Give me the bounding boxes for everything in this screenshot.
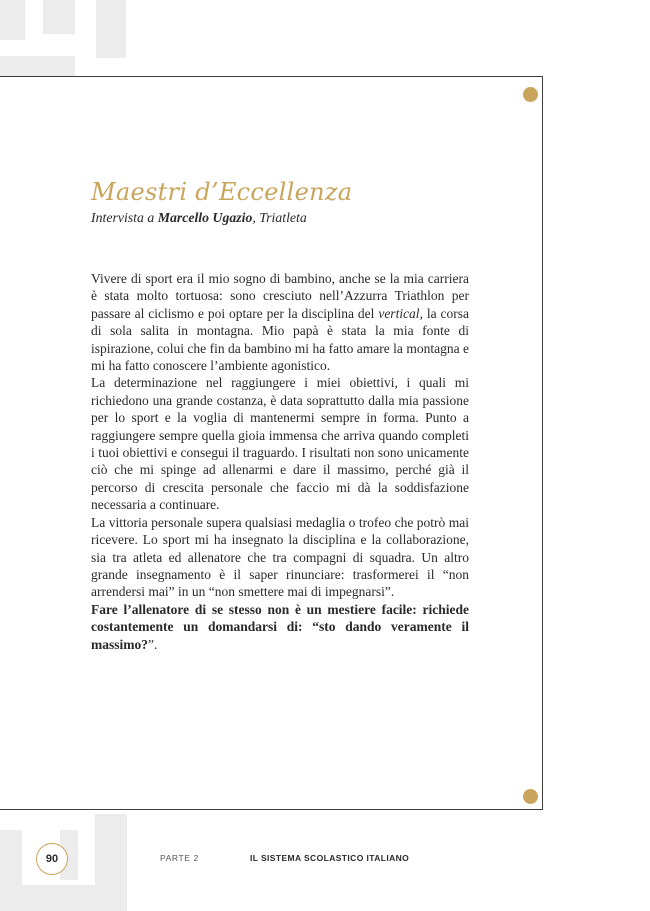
page-number: 90: [45, 853, 59, 865]
paragraph-1-part-a: Vivere di sport era il mio sogno di bambino, anche se la mia carriera è stata molto tortuosa: sono cresciuto nell’Azzurra Triathlon per passare al ciclismo e poi optare per la disciplina del: [91, 271, 469, 321]
decor-top-block-2: [43, 0, 75, 34]
decor-bottom-block-3: [95, 814, 127, 911]
corner-dot-bottom: [523, 789, 538, 804]
decor-top-block-1: [0, 0, 25, 40]
decor-top-block-3: [96, 0, 126, 58]
footer-part-label: PARTE 2: [160, 853, 199, 863]
page-number-badge: [36, 843, 68, 875]
paragraph-1: [91, 270, 469, 374]
footer-section-title: IL SISTEMA SCOLASTICO ITALIANO: [250, 853, 410, 863]
paragraph-2: La determinazione nel raggiungere i miei obiettivi, i quali mi richiedono una grande costanza, è data soprattutto dalla mia passione per lo sport e la voglia di mantenermi sempre in forma. Punto a raggiungere sempre quella gioia immensa che arriva quando completi i tuoi obiettivi e consegui il traguardo. I risultati non sono unicamente ciò che mi spinge ad allenarmi e dare il massimo, perché già il percorso di crescita personale che faccio mi dà la soddisfazione necessaria a continuare.: [91, 375, 469, 513]
decor-top-block-4: [0, 56, 75, 78]
interviewee-name: Marcello Ugazio: [157, 210, 253, 225]
paragraph-4-bold: Fare l’allenatore di se stesso non è un mestiere facile: richiede costantemente un domandarsi di: “sto dando veramente il massimo?: [91, 601, 469, 652]
subtitle-suffix: , Triatleta: [252, 210, 307, 225]
corner-dot-top: [523, 87, 538, 102]
paragraph-4: [91, 601, 469, 653]
paragraph-1-part-b: , la corsa di sola salita in montagna. Mio papà è stata la mia fonte di ispirazione, colui che fin da bambino mi ha fatto amare la montagna e mi ha fatto conoscere l’ambiente agonistico.: [91, 305, 469, 374]
article-title: Maestri d’Eccellenza: [91, 178, 353, 206]
paragraph-1-emphasis: vertical: [378, 305, 420, 321]
decor-bottom-block-4: [22, 885, 97, 911]
paragraph-3: La vittoria personale supera qualsiasi medaglia o trofeo che potrò mai ricevere. Lo sport mi ha insegnato la disciplina e la collaborazione, sia tra atleta ed allenatore che tra compagni di squadra. Un altro grande insegnamento è il saper rinunciare: trasformerei il “non arrendersi mai” in un “non smettere mai di impegnarsi”.: [91, 514, 469, 600]
article-body: [91, 270, 469, 653]
article-subtitle: [91, 210, 307, 226]
subtitle-prefix: Intervista a: [91, 210, 158, 225]
decor-bottom-block-1: [0, 830, 22, 911]
paragraph-4-tail: ”.: [148, 636, 158, 652]
